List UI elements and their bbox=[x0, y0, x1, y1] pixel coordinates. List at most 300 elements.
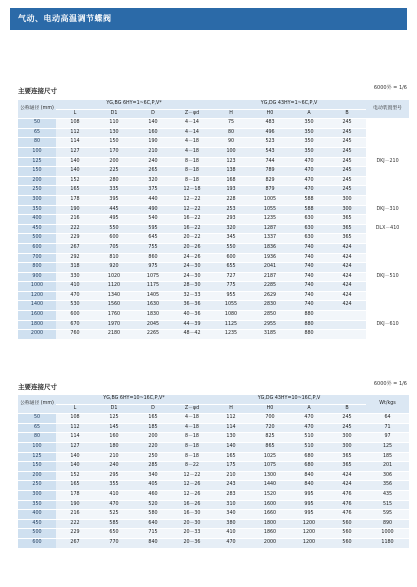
table-cell: 1175 bbox=[134, 282, 172, 292]
table-cell: 825 bbox=[250, 433, 290, 443]
column-header: D bbox=[134, 404, 172, 414]
table-cell: 2187 bbox=[250, 272, 290, 282]
model-cell bbox=[366, 243, 409, 253]
table-cell: 340 bbox=[134, 471, 172, 481]
table-cell: 440 bbox=[134, 195, 172, 205]
table-cell: 108 bbox=[56, 414, 94, 424]
weight-cell: 1180 bbox=[366, 538, 409, 548]
table-cell: 1235 bbox=[212, 330, 250, 340]
table-row bbox=[18, 291, 409, 301]
table-cell: 20－26 bbox=[172, 243, 212, 253]
table-cell: 123 bbox=[212, 157, 250, 167]
table-cell: 245 bbox=[328, 119, 366, 129]
table-row bbox=[18, 119, 409, 129]
table-cell: 840 bbox=[290, 471, 328, 481]
nominal-diameter-cell: 700 bbox=[18, 253, 56, 263]
table-cell: 165 bbox=[134, 414, 172, 424]
table-cell: 125 bbox=[94, 414, 134, 424]
nominal-diameter-cell: 125 bbox=[18, 157, 56, 167]
section-note-2: 6000外 = 1/6 bbox=[373, 381, 407, 387]
table-cell: 4－14 bbox=[172, 119, 212, 129]
table-cell: 220 bbox=[134, 442, 172, 452]
nominal-diameter-cell: 125 bbox=[18, 452, 56, 462]
model-cell bbox=[366, 195, 409, 205]
nominal-diameter-cell: 450 bbox=[18, 519, 56, 529]
table-cell: 355 bbox=[94, 481, 134, 491]
table-cell: 1600 bbox=[250, 500, 290, 510]
table-cell: 75 bbox=[212, 119, 250, 129]
table-row bbox=[18, 320, 409, 330]
table-cell: 165 bbox=[56, 186, 94, 196]
table-cell: 580 bbox=[134, 510, 172, 520]
table-cell: 2850 bbox=[250, 311, 290, 321]
table-row bbox=[18, 282, 409, 292]
table-cell: 345 bbox=[212, 234, 250, 244]
table-cell: 424 bbox=[328, 282, 366, 292]
table-cell: 335 bbox=[94, 186, 134, 196]
nominal-diameter-cell: 250 bbox=[18, 186, 56, 196]
model-cell bbox=[366, 253, 409, 263]
table-cell: 140 bbox=[134, 119, 172, 129]
table-cell: 470 bbox=[212, 538, 250, 548]
table-cell: 744 bbox=[250, 157, 290, 167]
table-cell: 1125 bbox=[212, 320, 250, 330]
table-cell: 245 bbox=[328, 138, 366, 148]
table-row bbox=[18, 433, 409, 443]
table-cell: 293 bbox=[212, 215, 250, 225]
table-row bbox=[18, 186, 409, 196]
table-cell: 20－36 bbox=[172, 538, 212, 548]
table-cell: 24－30 bbox=[172, 272, 212, 282]
weight-cell: 201 bbox=[366, 462, 409, 472]
table-cell: 245 bbox=[328, 414, 366, 424]
table-cell: 127 bbox=[56, 147, 94, 157]
table-row bbox=[18, 311, 409, 321]
table-cell: 600 bbox=[56, 311, 94, 321]
table-cell: 520 bbox=[134, 500, 172, 510]
weight-cell: 185 bbox=[366, 452, 409, 462]
page-title-bar bbox=[10, 8, 407, 30]
table-cell: 600 bbox=[94, 234, 134, 244]
table-cell: 8－18 bbox=[172, 167, 212, 177]
table-cell: 175 bbox=[212, 462, 250, 472]
table-cell: 375 bbox=[134, 186, 172, 196]
table-cell: 160 bbox=[134, 128, 172, 138]
table-cell: 240 bbox=[94, 462, 134, 472]
table-cell: 410 bbox=[94, 490, 134, 500]
header-model: 电动装置型号 bbox=[366, 100, 409, 119]
table-cell: 8－18 bbox=[172, 433, 212, 443]
table-cell: 285 bbox=[134, 462, 172, 472]
table-cell: 140 bbox=[212, 442, 250, 452]
table-row bbox=[18, 234, 409, 244]
table-cell: 12－26 bbox=[172, 481, 212, 491]
table-cell: 840 bbox=[290, 481, 328, 491]
model-cell bbox=[366, 119, 409, 129]
table-cell: 216 bbox=[56, 510, 94, 520]
table-cell: 178 bbox=[56, 195, 94, 205]
table-cell: 365 bbox=[328, 462, 366, 472]
table-cell: 1287 bbox=[250, 224, 290, 234]
table-cell: 265 bbox=[134, 167, 172, 177]
table-cell: 108 bbox=[56, 119, 94, 129]
header-group1: YG,BG 6HY=10~16C,P,V* bbox=[56, 395, 212, 404]
table-cell: 365 bbox=[328, 452, 366, 462]
table-cell: 150 bbox=[94, 138, 134, 148]
table-cell: 114 bbox=[56, 138, 94, 148]
table-cell: 560 bbox=[328, 538, 366, 548]
table-cell: 36－36 bbox=[172, 301, 212, 311]
table-cell: 216 bbox=[56, 215, 94, 225]
table-cell: 775 bbox=[212, 282, 250, 292]
nominal-diameter-cell: 80 bbox=[18, 433, 56, 443]
table-cell: 365 bbox=[328, 234, 366, 244]
table-row bbox=[18, 490, 409, 500]
model-cell: DKJ－210 bbox=[366, 157, 409, 167]
table-cell: 16－26 bbox=[172, 500, 212, 510]
dimension-table-1 bbox=[18, 100, 409, 340]
nominal-diameter-cell: 250 bbox=[18, 481, 56, 491]
table-cell: 267 bbox=[56, 538, 94, 548]
nominal-diameter-cell: 600 bbox=[18, 243, 56, 253]
table-cell: 320 bbox=[134, 176, 172, 186]
table-cell: 130 bbox=[212, 433, 250, 443]
table-cell: 193 bbox=[212, 186, 250, 196]
table-cell: 1200 bbox=[290, 529, 328, 539]
model-cell: DKJ－310 bbox=[366, 205, 409, 215]
table-cell: 20－30 bbox=[172, 519, 212, 529]
table-cell: 525 bbox=[94, 510, 134, 520]
table-cell: 350 bbox=[290, 128, 328, 138]
table-cell: 112 bbox=[56, 128, 94, 138]
column-header: Z－φd bbox=[172, 404, 212, 414]
table-cell: 470 bbox=[290, 414, 328, 424]
table-cell: 4－18 bbox=[172, 423, 212, 433]
table-cell: 340 bbox=[212, 510, 250, 520]
table-cell: 424 bbox=[328, 272, 366, 282]
table-cell: 770 bbox=[94, 538, 134, 548]
table-cell: 200 bbox=[94, 157, 134, 167]
table-cell: 680 bbox=[290, 452, 328, 462]
table-cell: 8－18 bbox=[172, 452, 212, 462]
nominal-diameter-cell: 1600 bbox=[18, 311, 56, 321]
table-cell: 152 bbox=[56, 176, 94, 186]
table-cell: 8－18 bbox=[172, 176, 212, 186]
table-cell: 300 bbox=[328, 205, 366, 215]
column-header: H bbox=[212, 109, 250, 119]
nominal-diameter-cell: 400 bbox=[18, 510, 56, 520]
column-header: Z－φd bbox=[172, 109, 212, 119]
weight-cell: 1000 bbox=[366, 529, 409, 539]
table-cell: 740 bbox=[290, 291, 328, 301]
table-cell: 1200 bbox=[290, 538, 328, 548]
table-cell: 2830 bbox=[250, 301, 290, 311]
model-cell bbox=[366, 147, 409, 157]
table-cell: 975 bbox=[134, 263, 172, 273]
model-cell: DKJ－510 bbox=[366, 272, 409, 282]
table-cell: 190 bbox=[56, 205, 94, 215]
weight-cell: 71 bbox=[366, 423, 409, 433]
table-cell: 995 bbox=[290, 490, 328, 500]
table-row bbox=[18, 205, 409, 215]
table-cell: 650 bbox=[94, 529, 134, 539]
model-cell bbox=[366, 138, 409, 148]
table-cell: 476 bbox=[328, 510, 366, 520]
table-cell: 300 bbox=[328, 195, 366, 205]
model-cell: DKJ－610 bbox=[366, 320, 409, 330]
column-header: A bbox=[290, 109, 328, 119]
weight-cell: 306 bbox=[366, 471, 409, 481]
table-cell: 640 bbox=[134, 519, 172, 529]
table-cell: 178 bbox=[56, 490, 94, 500]
nominal-diameter-cell: 1200 bbox=[18, 291, 56, 301]
table-cell: 2000 bbox=[250, 538, 290, 548]
header-group2: YG,DG 43HY=10~16C,P,V bbox=[212, 395, 366, 404]
table-row bbox=[18, 253, 409, 263]
table-cell: 530 bbox=[56, 301, 94, 311]
table-cell: 810 bbox=[94, 253, 134, 263]
table-cell: 245 bbox=[328, 157, 366, 167]
table-cell: 715 bbox=[134, 529, 172, 539]
table-cell: 152 bbox=[56, 471, 94, 481]
table-cell: 229 bbox=[56, 234, 94, 244]
table-cell: 8－18 bbox=[172, 442, 212, 452]
table-row bbox=[18, 272, 409, 282]
table-cell: 280 bbox=[94, 176, 134, 186]
table-cell: 8－22 bbox=[172, 462, 212, 472]
weight-cell: 64 bbox=[366, 414, 409, 424]
column-header: B bbox=[328, 404, 366, 414]
table-row bbox=[18, 138, 409, 148]
table-cell: 245 bbox=[328, 176, 366, 186]
table-row bbox=[18, 330, 409, 340]
table-cell: 550 bbox=[94, 224, 134, 234]
table-row bbox=[18, 519, 409, 529]
table-cell: 318 bbox=[56, 263, 94, 273]
table-cell: 740 bbox=[290, 301, 328, 311]
table-cell: 470 bbox=[290, 423, 328, 433]
table-row bbox=[18, 529, 409, 539]
table-cell: 510 bbox=[290, 442, 328, 452]
table-cell: 1075 bbox=[134, 272, 172, 282]
table-cell: 229 bbox=[56, 529, 94, 539]
table-cell: 20－22 bbox=[172, 234, 212, 244]
nominal-diameter-cell: 50 bbox=[18, 119, 56, 129]
table-cell: 880 bbox=[290, 320, 328, 330]
nominal-diameter-cell: 450 bbox=[18, 224, 56, 234]
nominal-diameter-cell: 1800 bbox=[18, 320, 56, 330]
table-cell: 1200 bbox=[290, 519, 328, 529]
table-cell: 470 bbox=[290, 186, 328, 196]
nominal-diameter-cell: 2000 bbox=[18, 330, 56, 340]
table-cell: 190 bbox=[134, 138, 172, 148]
table-cell bbox=[328, 320, 366, 330]
table-cell: 424 bbox=[328, 481, 366, 491]
table-cell: 1440 bbox=[250, 481, 290, 491]
table-cell: 114 bbox=[56, 433, 94, 443]
table-cell: 445 bbox=[94, 205, 134, 215]
table-cell: 200 bbox=[134, 433, 172, 443]
table-cell: 2955 bbox=[250, 320, 290, 330]
table-cell: 210 bbox=[134, 147, 172, 157]
table-row bbox=[18, 414, 409, 424]
column-header: D1 bbox=[94, 109, 134, 119]
table-cell: 245 bbox=[328, 147, 366, 157]
table-cell: 110 bbox=[94, 119, 134, 129]
table-cell: 550 bbox=[212, 243, 250, 253]
table-cell: 424 bbox=[328, 301, 366, 311]
table-cell: 40－36 bbox=[172, 311, 212, 321]
table-cell: 705 bbox=[94, 243, 134, 253]
table-cell: 180 bbox=[94, 442, 134, 452]
table-cell: 365 bbox=[328, 215, 366, 225]
model-cell bbox=[366, 330, 409, 340]
table-row bbox=[18, 442, 409, 452]
table-cell: 222 bbox=[56, 224, 94, 234]
table-cell: 543 bbox=[250, 147, 290, 157]
table-cell: 28－30 bbox=[172, 282, 212, 292]
table-cell: 755 bbox=[134, 243, 172, 253]
model-cell bbox=[366, 263, 409, 273]
nominal-diameter-cell: 80 bbox=[18, 138, 56, 148]
table-cell: 210 bbox=[94, 452, 134, 462]
table-cell: 840 bbox=[134, 538, 172, 548]
table-cell: 865 bbox=[250, 442, 290, 452]
table-cell: 740 bbox=[290, 243, 328, 253]
table-cell: 476 bbox=[328, 490, 366, 500]
table-cell: 860 bbox=[134, 253, 172, 263]
table-cell: 670 bbox=[56, 320, 94, 330]
table-cell bbox=[328, 311, 366, 321]
table-cell: 405 bbox=[134, 481, 172, 491]
table-cell: 1660 bbox=[250, 510, 290, 520]
table-cell: 495 bbox=[94, 215, 134, 225]
table-cell: 190 bbox=[56, 500, 94, 510]
table-cell: 700 bbox=[250, 414, 290, 424]
nominal-diameter-cell: 400 bbox=[18, 215, 56, 225]
table-cell: 140 bbox=[56, 167, 94, 177]
table-cell: 12－22 bbox=[172, 195, 212, 205]
table-cell: 140 bbox=[56, 462, 94, 472]
table-cell: 240 bbox=[134, 157, 172, 167]
table-cell: 350 bbox=[290, 119, 328, 129]
table-cell: 1405 bbox=[134, 291, 172, 301]
table-cell: 470 bbox=[290, 176, 328, 186]
table-cell: 645 bbox=[134, 234, 172, 244]
table-cell: 740 bbox=[290, 272, 328, 282]
table-cell: 1936 bbox=[250, 253, 290, 263]
table-cell: 2041 bbox=[250, 263, 290, 273]
table-cell: 222 bbox=[56, 519, 94, 529]
nominal-diameter-cell: 65 bbox=[18, 423, 56, 433]
table-cell: 2045 bbox=[134, 320, 172, 330]
table-cell: 3185 bbox=[250, 330, 290, 340]
table-cell: 16－30 bbox=[172, 510, 212, 520]
table-cell: 24－26 bbox=[172, 253, 212, 263]
table-cell: 424 bbox=[328, 291, 366, 301]
table-cell: 588 bbox=[290, 195, 328, 205]
header-group2: YG,DG 43HY=1~6C,P,V bbox=[212, 100, 366, 109]
table-cell: 540 bbox=[134, 215, 172, 225]
table-cell: 12－22 bbox=[172, 205, 212, 215]
table-cell: 588 bbox=[290, 205, 328, 215]
table-cell: 4－18 bbox=[172, 414, 212, 424]
table-cell: 829 bbox=[250, 176, 290, 186]
table-cell: 470 bbox=[290, 157, 328, 167]
model-cell bbox=[366, 282, 409, 292]
table-cell: 470 bbox=[94, 500, 134, 510]
table-cell: 185 bbox=[134, 423, 172, 433]
model-cell: DLX－410 bbox=[366, 224, 409, 234]
table-cell: 2285 bbox=[250, 282, 290, 292]
table-cell: 424 bbox=[328, 243, 366, 253]
table-cell: 20－33 bbox=[172, 529, 212, 539]
table-cell: 48－42 bbox=[172, 330, 212, 340]
weight-cell: 435 bbox=[366, 490, 409, 500]
table-cell: 595 bbox=[134, 224, 172, 234]
table-cell: 1080 bbox=[212, 311, 250, 321]
model-cell bbox=[366, 291, 409, 301]
table-cell: 1860 bbox=[250, 529, 290, 539]
table-cell: 880 bbox=[290, 311, 328, 321]
table-cell: 720 bbox=[250, 423, 290, 433]
table-cell: 630 bbox=[290, 234, 328, 244]
table-cell: 32－33 bbox=[172, 291, 212, 301]
table-cell: 476 bbox=[328, 500, 366, 510]
table-cell: 630 bbox=[290, 215, 328, 225]
model-cell bbox=[366, 234, 409, 244]
table-cell: 995 bbox=[290, 510, 328, 520]
header-group1: YG,BG 6HY=1~6C,P,V* bbox=[56, 100, 212, 109]
table-cell: 523 bbox=[250, 138, 290, 148]
nominal-diameter-cell: 300 bbox=[18, 490, 56, 500]
table-cell: 365 bbox=[328, 224, 366, 234]
table-cell: 100 bbox=[212, 147, 250, 157]
table-cell: 1300 bbox=[250, 471, 290, 481]
section-note-1: 6000外 = 1/6 bbox=[373, 85, 407, 91]
table-cell: 292 bbox=[56, 253, 94, 263]
table-cell: 1075 bbox=[250, 462, 290, 472]
nominal-diameter-cell: 200 bbox=[18, 176, 56, 186]
table-cell: 560 bbox=[328, 529, 366, 539]
table-row bbox=[18, 462, 409, 472]
table-cell: 295 bbox=[94, 471, 134, 481]
table-cell: 585 bbox=[94, 519, 134, 529]
table-cell: 1005 bbox=[250, 195, 290, 205]
table-cell: 955 bbox=[212, 291, 250, 301]
table-cell: 1836 bbox=[250, 243, 290, 253]
column-header: H0 bbox=[250, 404, 290, 414]
table-cell: 44－39 bbox=[172, 320, 212, 330]
table-cell: 90 bbox=[212, 138, 250, 148]
table-cell: 424 bbox=[328, 263, 366, 273]
table-cell: 12－22 bbox=[172, 471, 212, 481]
table-cell: 1120 bbox=[94, 282, 134, 292]
table-row bbox=[18, 423, 409, 433]
nominal-diameter-cell: 350 bbox=[18, 500, 56, 510]
table-cell: 2629 bbox=[250, 291, 290, 301]
table-cell: 740 bbox=[290, 282, 328, 292]
table-cell: 1055 bbox=[212, 301, 250, 311]
table-cell: 8－18 bbox=[172, 157, 212, 167]
table-cell: 760 bbox=[56, 330, 94, 340]
column-header: L bbox=[56, 404, 94, 414]
header-dn: 公称通径 (mm) bbox=[18, 395, 56, 414]
table-cell: 560 bbox=[328, 519, 366, 529]
model-cell bbox=[366, 301, 409, 311]
table-cell: 320 bbox=[212, 224, 250, 234]
table-cell: 1337 bbox=[250, 234, 290, 244]
